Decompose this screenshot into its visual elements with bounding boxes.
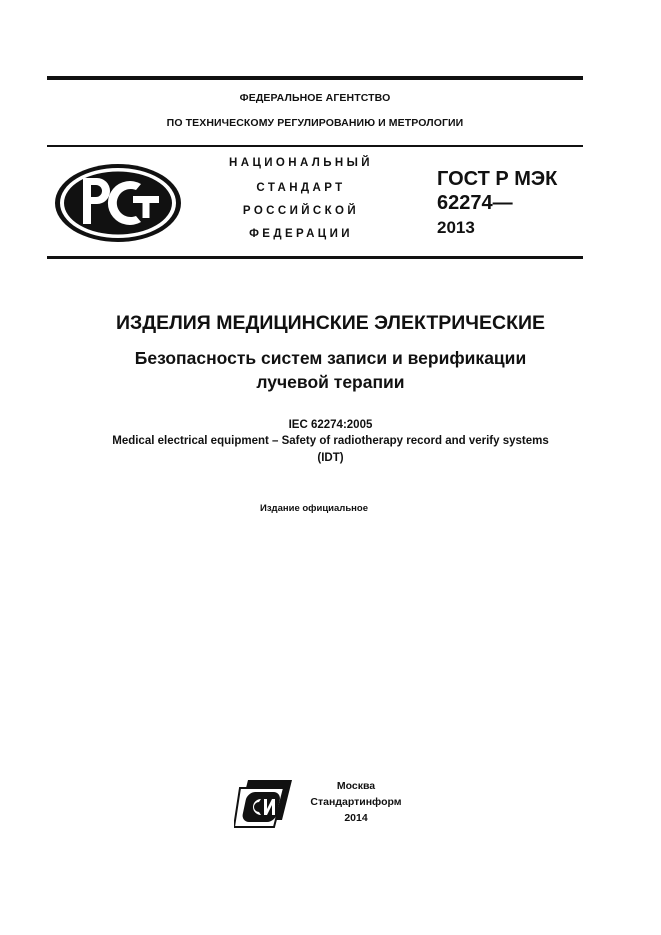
standard-designation-line-1: ГОСТ Р МЭК — [437, 168, 558, 190]
agency-name-line-1: ФЕДЕРАЛЬНОЕ АГЕНТСТВО — [239, 92, 391, 104]
bottom-rule — [47, 256, 583, 259]
document-title: ИЗДЕЛИЯ МЕДИЦИНСКИЕ ЭЛЕКТРИЧЕСКИЕ — [115, 312, 546, 334]
top-rule — [47, 76, 583, 80]
imprint-city: Москва — [336, 780, 376, 792]
imprint-publisher: Стандартинформ — [310, 796, 402, 808]
rst-logo-icon — [53, 162, 183, 244]
document-subtitle-line-2: лучевой терапии — [256, 372, 405, 392]
standard-type-line-1: НАЦИОНАЛЬНЫЙ — [229, 157, 373, 169]
equivalence-degree: (IDT) — [317, 452, 344, 464]
international-standard-code: IEC 62274:2005 — [288, 419, 373, 431]
standard-designation-line-2: 62274— — [437, 192, 513, 214]
standard-type-line-3: РОССИЙСКОЙ — [242, 205, 360, 217]
middle-rule — [47, 145, 583, 147]
standartinform-logo-icon — [234, 780, 292, 828]
international-standard-title: Medical electrical equipment – Safety of radiotherapy record and verify systems — [112, 435, 549, 447]
standard-designation-year: 2013 — [437, 218, 475, 237]
standard-type-line-2: СТАНДАРТ — [256, 182, 346, 194]
standard-type-line-4: ФЕДЕРАЦИИ — [249, 228, 353, 240]
agency-name-line-2: ПО ТЕХНИЧЕСКОМУ РЕГУЛИРОВАНИЮ И МЕТРОЛОГИИ — [166, 117, 464, 129]
document-subtitle-line-1: Безопасность систем записи и верификации — [134, 348, 527, 368]
imprint-year: 2014 — [344, 812, 368, 824]
edition-note: Издание официальное — [260, 503, 368, 514]
